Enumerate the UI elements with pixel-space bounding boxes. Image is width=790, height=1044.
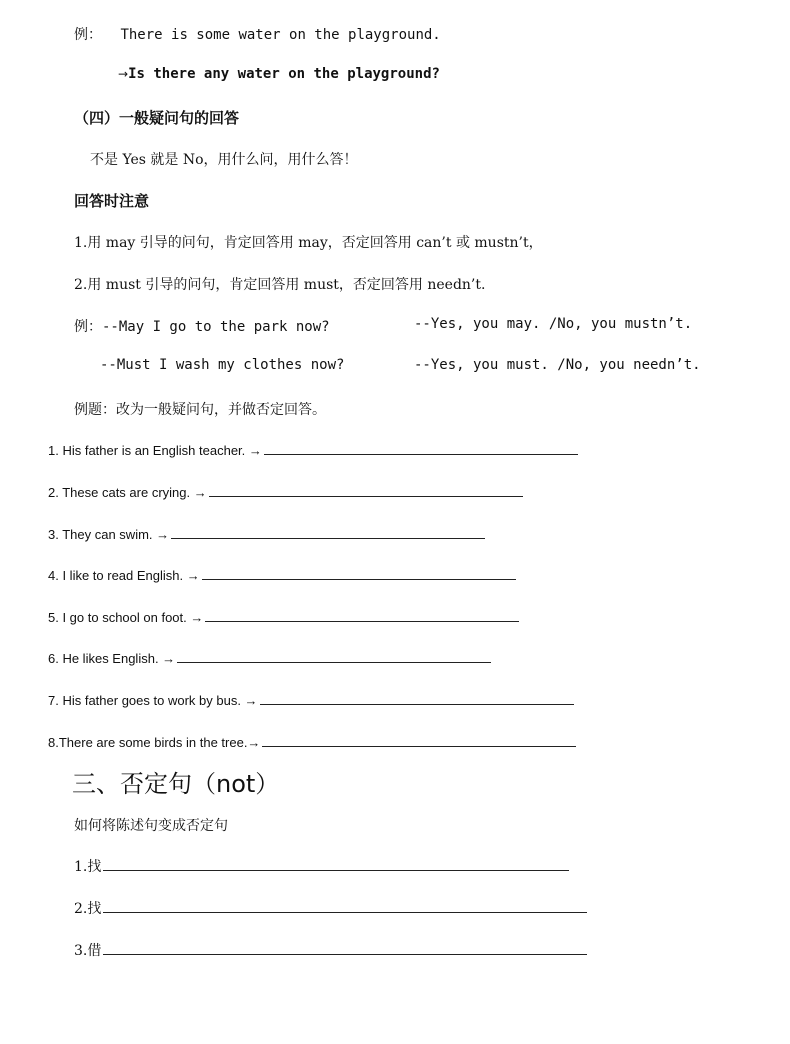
exercise-text: 7. His father goes to work by bus. → <box>48 693 258 708</box>
step-text: 1.找 <box>74 859 102 875</box>
step-text: 2.找 <box>74 901 102 917</box>
exercise-text: 3. They can swim. → <box>48 527 170 542</box>
intro-example <box>74 24 441 44</box>
example-label: 例： <box>74 27 102 43</box>
exercise-text: 2. These cats are crying. → <box>48 485 207 500</box>
step-blank[interactable] <box>103 941 587 955</box>
example-2-answer: --Yes, you must. /No, you needn’t. <box>414 357 701 373</box>
notes-heading: 回答时注意 <box>74 192 150 210</box>
exercise-text: 5. I go to school on foot. → <box>48 610 204 625</box>
exercise-item <box>48 608 519 625</box>
exercise-item <box>48 525 485 542</box>
step-item <box>74 940 587 960</box>
exercise-item <box>48 691 574 708</box>
step-text: 3.借 <box>74 943 102 959</box>
note-2: 2.用 must 引导的问句，肯定回答用 must，否定回答用 needn’t. <box>74 277 486 293</box>
example-1-question: 例：--May I go to the park now? <box>74 319 330 335</box>
answer-blank[interactable] <box>171 525 485 539</box>
exercise-item <box>48 566 516 583</box>
section-3-heading-text: 三、否定句（not） <box>72 770 280 798</box>
step-blank[interactable] <box>103 899 587 913</box>
answer-blank[interactable] <box>177 649 491 663</box>
arrow-icon: → <box>118 67 129 81</box>
section-3-subheading: 如何将陈述句变成否定句 <box>74 818 228 834</box>
step-item <box>74 898 587 918</box>
exercise-text: 4. I like to read English. → <box>48 568 200 583</box>
exercise-item <box>48 483 523 500</box>
answer-blank[interactable] <box>260 691 574 705</box>
exercise-heading: 例题：改为一般疑问句，并做否定回答。 <box>74 402 326 418</box>
step-item <box>74 856 569 876</box>
note-1: 1.用 may 引导的问句，肯定回答用 may，否定回答用 can’t 或 mustn’t， <box>74 235 543 251</box>
section-4-heading: （四）一般疑问句的回答 <box>74 109 240 127</box>
answer-blank[interactable] <box>264 441 578 455</box>
answer-blank[interactable] <box>262 733 576 747</box>
exercise-text: 8.There are some birds in the tree.→ <box>48 735 261 750</box>
section-3-heading <box>72 764 279 799</box>
exercise-text: 1. His father is an English teacher. → <box>48 443 262 458</box>
example-2-question: --Must I wash my clothes now? <box>100 357 345 373</box>
example-1-answer: --Yes, you may. /No, you mustn’t. <box>414 316 693 332</box>
intro-question <box>118 66 440 82</box>
exercise-text: 6. He likes English. → <box>48 651 176 666</box>
section-4-rule: 不是 Yes 就是 No，用什么问，用什么答！ <box>90 152 358 168</box>
exercise-item <box>48 441 578 458</box>
step-blank[interactable] <box>103 857 569 871</box>
exercise-item <box>48 649 491 666</box>
question-sentence: Is there any water on the playground? <box>128 66 440 82</box>
answer-blank[interactable] <box>205 608 519 622</box>
answer-blank[interactable] <box>209 483 523 497</box>
example-sentence: There is some water on the playground. <box>120 27 441 43</box>
answer-blank[interactable] <box>202 566 516 580</box>
exercise-item <box>48 733 576 750</box>
